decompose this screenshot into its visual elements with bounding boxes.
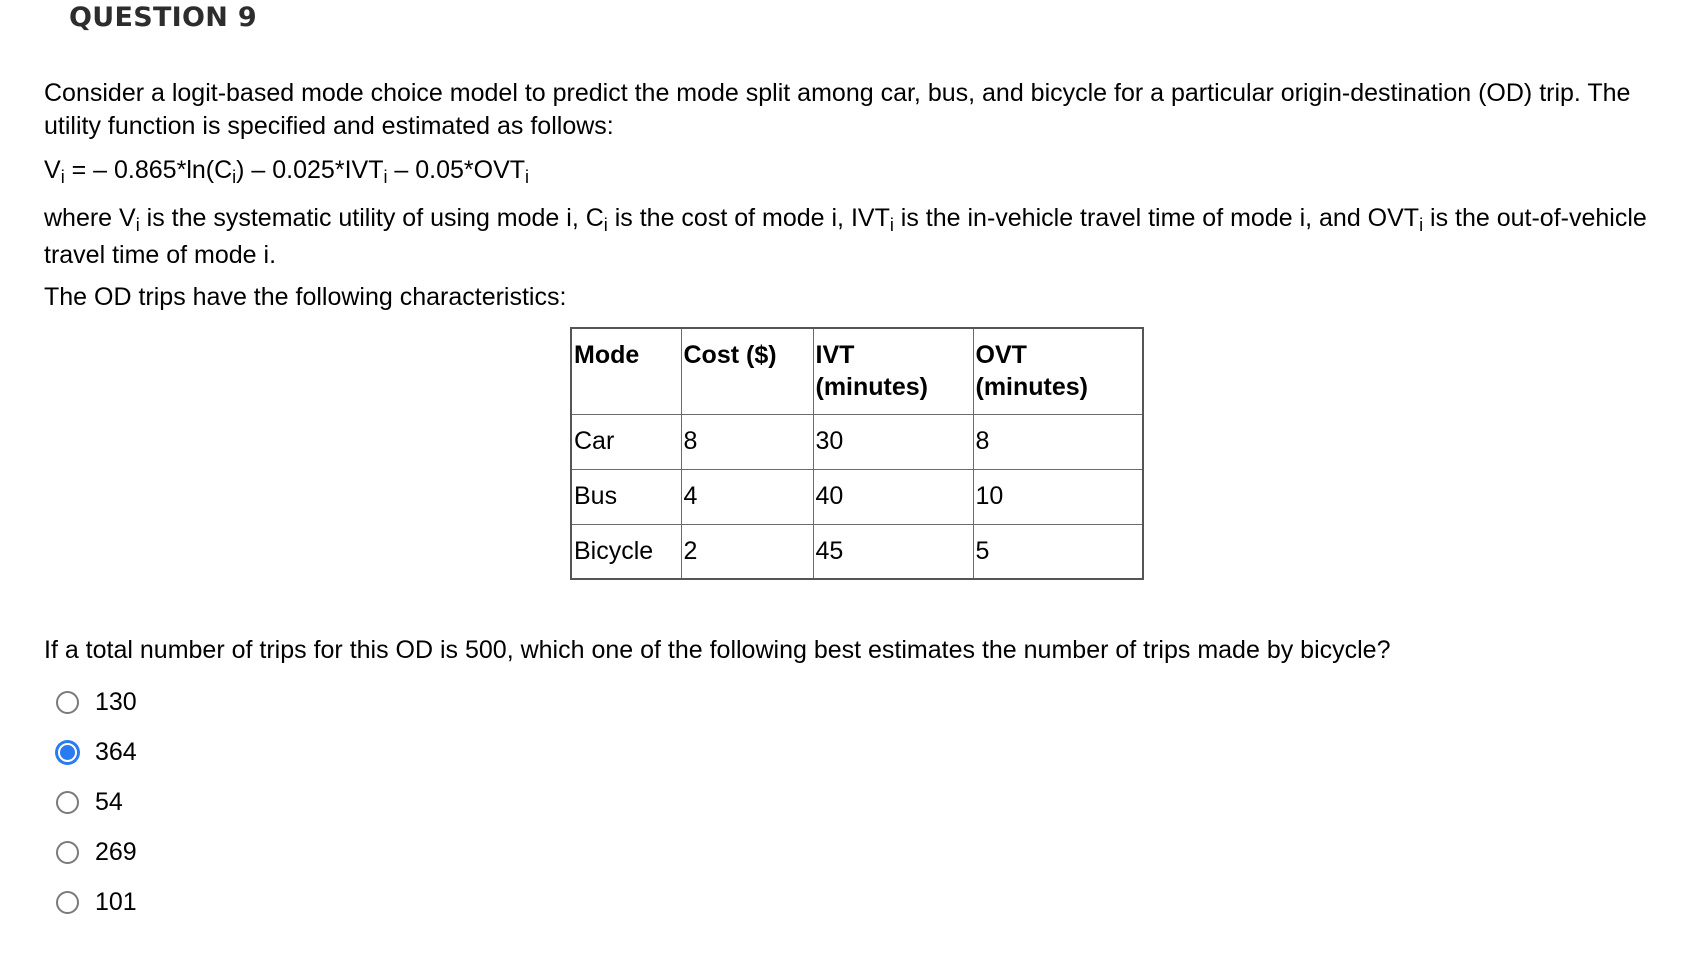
table-header-row [571,328,1143,414]
cell-ivt: 45 [813,524,973,579]
cell-mode: Car [571,414,681,469]
table-row [571,414,1143,469]
cell-mode: Bicycle [571,524,681,579]
answer-label: 130 [95,687,137,716]
cell-ovt: 10 [973,469,1143,524]
radio-button[interactable] [56,841,79,864]
header-ivt: IVT (minutes) [813,328,973,414]
header-cost: Cost ($) [681,328,813,414]
radio-button[interactable] [56,741,79,764]
cell-cost: 8 [681,414,813,469]
radio-button[interactable] [56,791,79,814]
header-mode: Mode [571,328,681,414]
od-characteristics-table [570,327,1144,580]
header-ovt: OVT (minutes) [973,328,1143,414]
cell-mode: Bus [571,469,681,524]
table-row [571,524,1143,579]
cell-ivt: 40 [813,469,973,524]
cell-ovt: 5 [973,524,1143,579]
variable-definitions: where $V_i$ is the systematic utility of using mode i, $C_i$ is the cost of mode i, $IVT_i$ is the in-vehicle travel time of mode i, and $OVT_i$ is the out-of-vehicle travel time of mode i. [44,204,1647,269]
radio-dot-icon [60,745,75,760]
answer-option-3[interactable] [56,777,137,827]
cell-ivt: 30 [813,414,973,469]
answer-option-1[interactable] [56,677,137,727]
answer-options [56,677,137,927]
answer-label: 101 [95,887,137,916]
table-row [571,469,1143,524]
utility-formula: $V_i$ = – $0.865*\ln(C_i) - 0.025*IVT_i - 0.05*OVT_i$ [44,156,530,187]
table-intro: The OD trips have the following characteristics: [44,283,567,311]
question-prompt: If a total number of trips for this OD is 500, which one of the following best estimates the number of trips made by bicycle? [44,636,1391,664]
question-heading: QUESTION 9 [69,2,257,33]
answer-label: 269 [95,837,137,866]
answer-label: 54 [95,787,123,816]
question-intro: Consider a logit-based mode choice model to predict the mode split among car, bus, and bicycle for a particular origin-destination (OD) trip. The utility function is specified and estimated as follows: [44,79,1631,140]
cell-cost: 4 [681,469,813,524]
answer-label: 364 [95,737,137,766]
radio-button[interactable] [56,891,79,914]
cell-cost: 2 [681,524,813,579]
cell-ovt: 8 [973,414,1143,469]
answer-option-4[interactable] [56,827,137,877]
answer-option-2[interactable] [56,727,137,777]
answer-option-5[interactable] [56,877,137,927]
radio-button[interactable] [56,691,79,714]
